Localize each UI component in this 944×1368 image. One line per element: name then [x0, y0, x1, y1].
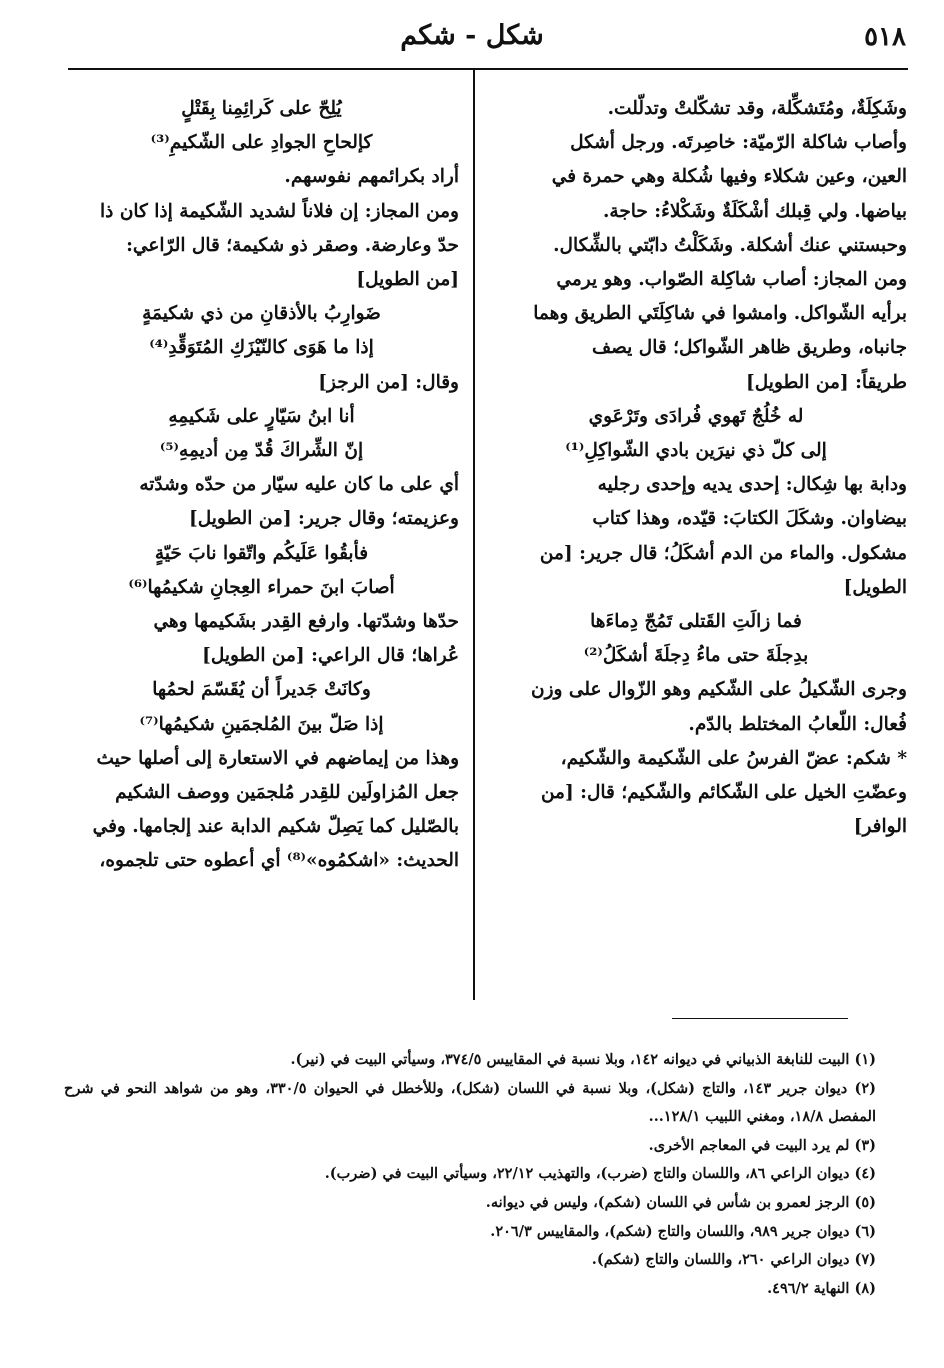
text-line: وعضّتِ الخيل على الشّكائم والشّكيم؛ قال: [من — [540, 782, 907, 804]
text-line: العين، وعين شكلاء وفيها شُكلة وهي حمرة في — [551, 166, 907, 188]
text-line: وجرى الشّكيلُ على الشّكيم وهو الزّوال على وزن — [531, 679, 907, 701]
verse-line: أصابَ ابنَ حمراء العِجانِ شكيمُها⁽⁶⁾ — [128, 576, 395, 598]
text-line: [من الطويل] — [356, 269, 459, 291]
footnote: (٧) ديوان الراعي ٢٦٠، واللسان والتاج (شكم). — [591, 1251, 876, 1269]
text-line: بياضها. ولي قِبلك أشْكَلَةٌ وشَكْلاءُ: حاجة. — [602, 200, 907, 222]
text-line: وحبستني عنك أشكلة. وشَكَلْتُ دابّتي بالشِّكال. — [553, 234, 907, 256]
text-line: مشكول. والماء من الدم أشكَلُ؛ قال جرير: [من — [539, 542, 907, 564]
footnote: (٣) لم يرد البيت في المعاجم الأخرى. — [648, 1136, 876, 1154]
footnote: (٤) ديوان الراعي ٨٦، واللسان والتاج (ضرب)، والتهذيب ٢٢/١٢، وسيأتي البيت في (ضرب). — [324, 1165, 876, 1183]
footnote-separator — [672, 1018, 848, 1019]
text-line: وقال: [من الرجز] — [318, 371, 459, 393]
text-line: وأصاب شاكلة الرّميّة: خاصِرتَه. ورجل أشكل — [570, 132, 907, 154]
text-line: وهذا من إيماضهم في الاستعارة إلى أصلها حيث — [96, 747, 459, 769]
text-line: بالصّليل كما يَصِلّ شكيم الدابة عند إلجامها. وفي — [92, 816, 459, 838]
left-column — [64, 92, 459, 879]
text-line: فُعال: اللّعابُ المختلط بالدّم. — [688, 713, 907, 735]
footnote: (٥) الرجز لعمرو بن شأس في اللسان (شكم)، وليس في ديوانه. — [485, 1193, 876, 1211]
text-line: ودابة بها شِكال: إحدى يديه وإحدى رجليه — [597, 474, 907, 496]
column-divider — [473, 70, 475, 1000]
verse-line: فما زالَتِ القَتلى تَمُجّ دِماءَها — [590, 611, 802, 633]
text-line: حدّ وعارضة. وصقر ذو شكيمة؛ قال الرّاعي: — [126, 234, 459, 256]
footnote: (١) البيت للنابغة الذبياني في ديوانه ١٤٢، وبلا نسبة في المقاييس ٣٧٤/٥، وسيأتي البيت في (نير). — [290, 1051, 876, 1068]
entry-heading-line: * شكم: عضّ الفرسُ على الشّكيمة والشّكيم، — [560, 747, 907, 769]
text-line: الوافر] — [853, 816, 907, 838]
verse-line: إذا ما هَوَى كالنّيْزَكِ المُتَوَقِّدِ⁽⁴⁾ — [149, 337, 374, 359]
verse-line: إلى كلّ ذي نيرَين بادي الشّواكِلِ⁽¹⁾ — [565, 440, 827, 462]
footnote: (٢) ديوان جرير ١٤٣، والتاج (شكل)، وبلا نسبة في اللسان (شكل)، وللأخطل في الحيوان ٣٣٠/٥، وهو من شواهد النحو في شرح المفصل ١٨/٨، ومغني اللبيب ١٢٨/١... — [64, 1079, 876, 1126]
running-head: شكل - شكم — [400, 20, 544, 51]
text-line: وعزيمته؛ وقال جرير: [من الطويل] — [188, 508, 459, 530]
verse-line: إذا صَلّ بينَ المُلجمَينِ شكيمُها⁽⁷⁾ — [139, 713, 384, 735]
verse-line: كإلحاحِ الجوادِ على الشّكيمِ⁽³⁾ — [150, 132, 373, 154]
text-line: جانباه، وطريق ظاهر الشّواكل؛ قال يصف — [591, 337, 907, 359]
text-line: الحديث: «اشكمُوه»⁽⁸⁾ أي أعطوه حتى تلجموه، — [99, 850, 459, 872]
text-line: ومن المجاز: إن فلاناً لشديد الشّكيمة إذا كان ذا — [100, 200, 459, 222]
verse-line: يُلِحّ على كَرائِمِنا بِقَتْلٍ — [181, 98, 342, 119]
text-line: الطويل] — [843, 576, 907, 598]
text-line: جعل المُزاولَين للقِدر مُلجمَين ووصف الشكيم — [115, 782, 459, 804]
text-line: وشَكِلَةٌ، ومُتَشكِّلة، وقد تشكّلتْ وتدلّلت. — [607, 98, 907, 119]
text-line: ومن المجاز: أصاب شاكِلة الصّواب. وهو يرمي — [556, 269, 907, 291]
text-line: أراد بكرائمهم نفوسهم. — [284, 166, 459, 188]
verse-line: بدِجلَةَ حتى ماءُ دِجلَةَ أشكَلُ⁽²⁾ — [583, 645, 809, 667]
verse-line: وكانَتْ جَديراً أن يُقَسّمَ لحمُها — [152, 679, 371, 701]
text-line: أي على ما كان عليه سيّار من حدّه وشدّته — [139, 474, 459, 496]
text-line: عُراها؛ قال الراعي: [من الطويل] — [202, 645, 459, 667]
verse-line: له خُلُجٌ تَهوي فُرادَى وتَرْعَوي — [588, 405, 804, 427]
verse-line: فأبقُوا عَلَيكُم واتّقوا نابَ حَيّةٍ — [154, 542, 369, 564]
footnote: (٨) النهاية ٤٩٦/٢. — [767, 1279, 876, 1297]
header-rule — [68, 68, 908, 70]
footnotes — [64, 1046, 876, 1303]
verse-line: ضَوارِبُ بالأذقانِ من ذي شكيمَةٍ — [142, 303, 381, 325]
text-line: حدّها وشدّتها. وارفع القِدر بشَكيمها وهي — [153, 611, 459, 633]
page-number: ٥١٨ — [864, 22, 906, 52]
text-line: بيضاوان. وشكَلَ الكتابَ: قيّده، وهذا كتاب — [592, 508, 907, 530]
verse-line: إنّ الشِّراكَ قُدّ مِن أديمِهِ⁽⁵⁾ — [159, 440, 364, 462]
verse-line: أنا ابنُ سَيّارٍ على شَكيمِهِ — [168, 405, 355, 427]
text-line: طريقاً: [من الطويل] — [746, 371, 907, 393]
right-column — [485, 92, 907, 844]
text-line: برأيه الشّواكل. وامشوا في شاكِلَتَي الطريق وهما — [533, 303, 907, 325]
footnote: (٦) ديوان جرير ٩٨٩، واللسان والتاج (شكم)، والمقاييس ٢٠٦/٣. — [490, 1222, 876, 1240]
